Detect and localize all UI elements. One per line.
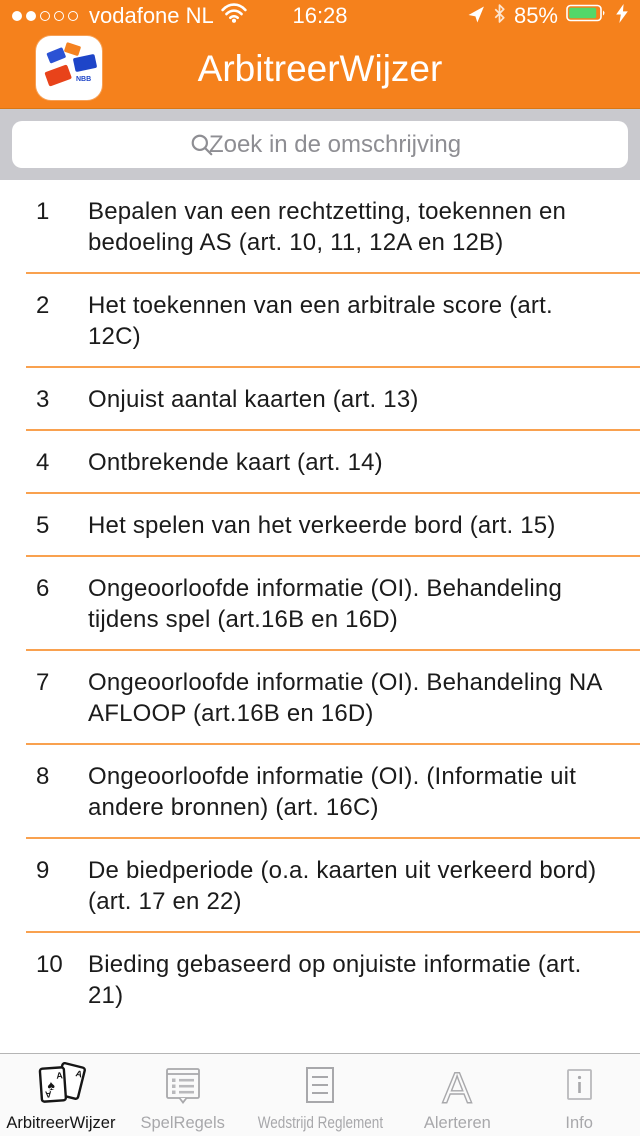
tab-label: Alerteren [423,1114,491,1132]
search-bar-container [0,108,640,180]
battery-icon [566,3,608,29]
list-item[interactable] [0,651,640,745]
info-square-icon [556,1059,602,1113]
list-item-number: 4 [36,449,50,476]
charging-bolt-icon [616,3,628,29]
list-item-text: Ongeoorloofde informatie (OI). Behandeling NA AFLOOP (art.16B en 16D) [88,669,602,727]
document-lines-icon [297,1059,343,1113]
list-item-text: Bieding gebaseerd op onjuiste informatie (art. 21) [88,951,582,1009]
location-arrow-icon [468,3,485,29]
list-item-number: 1 [36,198,50,225]
svg-text:A: A [55,1070,64,1081]
search-input[interactable] [12,121,628,168]
logo-nbb-text: NBB [76,76,92,83]
tab-arbitreerwijzer[interactable] [0,1054,122,1136]
list-item-number: 2 [36,292,50,319]
navigation-bar [0,32,640,108]
list-item[interactable] [0,557,640,651]
app-logo-icon [36,36,102,100]
rules-list-icon [160,1059,206,1113]
list-item-text: Ongeoorloofde informatie (OI). Behandeling tijdens spel (art.16B en 16D) [88,575,563,633]
svg-text:♠: ♠ [46,1076,56,1094]
bluetooth-icon [493,3,506,29]
page-title: ArbitreerWijzer [197,48,443,89]
list-item[interactable] [0,745,640,839]
tab-spelregels[interactable] [122,1054,244,1136]
status-bar [0,0,640,32]
list-item-number: 7 [36,669,50,696]
list-item-text: Het spelen van het verkeerde bord (art. 15) [88,512,556,539]
svg-text:A: A [74,1068,84,1080]
status-time: 16:28 [292,3,348,28]
list-item[interactable] [0,933,640,1027]
list-item-text: De biedperiode (o.a. kaarten uit verkeerd bord) (art. 17 en 22) [88,857,597,915]
list-item-text: Ontbrekende kaart (art. 14) [88,449,383,476]
list-item-text: Ongeoorloofde informatie (OI). (Informatie uit andere bronnen) (art. 16C) [88,763,577,821]
svg-text:A: A [44,1089,52,1100]
letter-a-icon [434,1059,480,1113]
tab-label: Info [565,1114,593,1132]
tab-label: Wedstrijd Reglement [257,1114,383,1132]
list-item-text: Het toekennen van een arbitrale score (art. 12C) [88,292,553,350]
list-item[interactable] [0,494,640,557]
tab-label: ArbitreerWijzer [6,1114,116,1132]
list-item-number: 10 [36,951,63,978]
tab-bar [0,1053,640,1136]
list-item-number: 5 [36,512,50,539]
svg-text:A: A [442,1064,473,1109]
list-item[interactable] [0,839,640,933]
tab-alerteren[interactable] [396,1054,518,1136]
list-item[interactable] [0,180,640,274]
topics-list [0,180,640,1053]
list-item-text: Bepalen van een rechtzetting, toekennen en bedoeling AS (art. 10, 11, 12A en 12B) [88,198,567,256]
list-item[interactable] [0,368,640,431]
carrier-label: vodafone NL [89,3,214,28]
list-item-number: 6 [36,575,50,602]
tab-wedstrijd-reglement[interactable] [244,1054,397,1136]
playing-cards-icon [34,1059,88,1113]
list-item-text: Onjuist aantal kaarten (art. 13) [88,386,419,413]
list-item-number: 3 [36,386,50,413]
tab-label: SpelRegels [140,1114,225,1132]
list-item-number: 9 [36,857,50,884]
battery-percent-label: 85% [513,3,558,28]
search-field[interactable] [12,121,628,168]
list-item[interactable] [0,431,640,494]
tab-info[interactable] [518,1054,640,1136]
list-item-number: 8 [36,763,50,790]
list-item[interactable] [0,274,640,368]
